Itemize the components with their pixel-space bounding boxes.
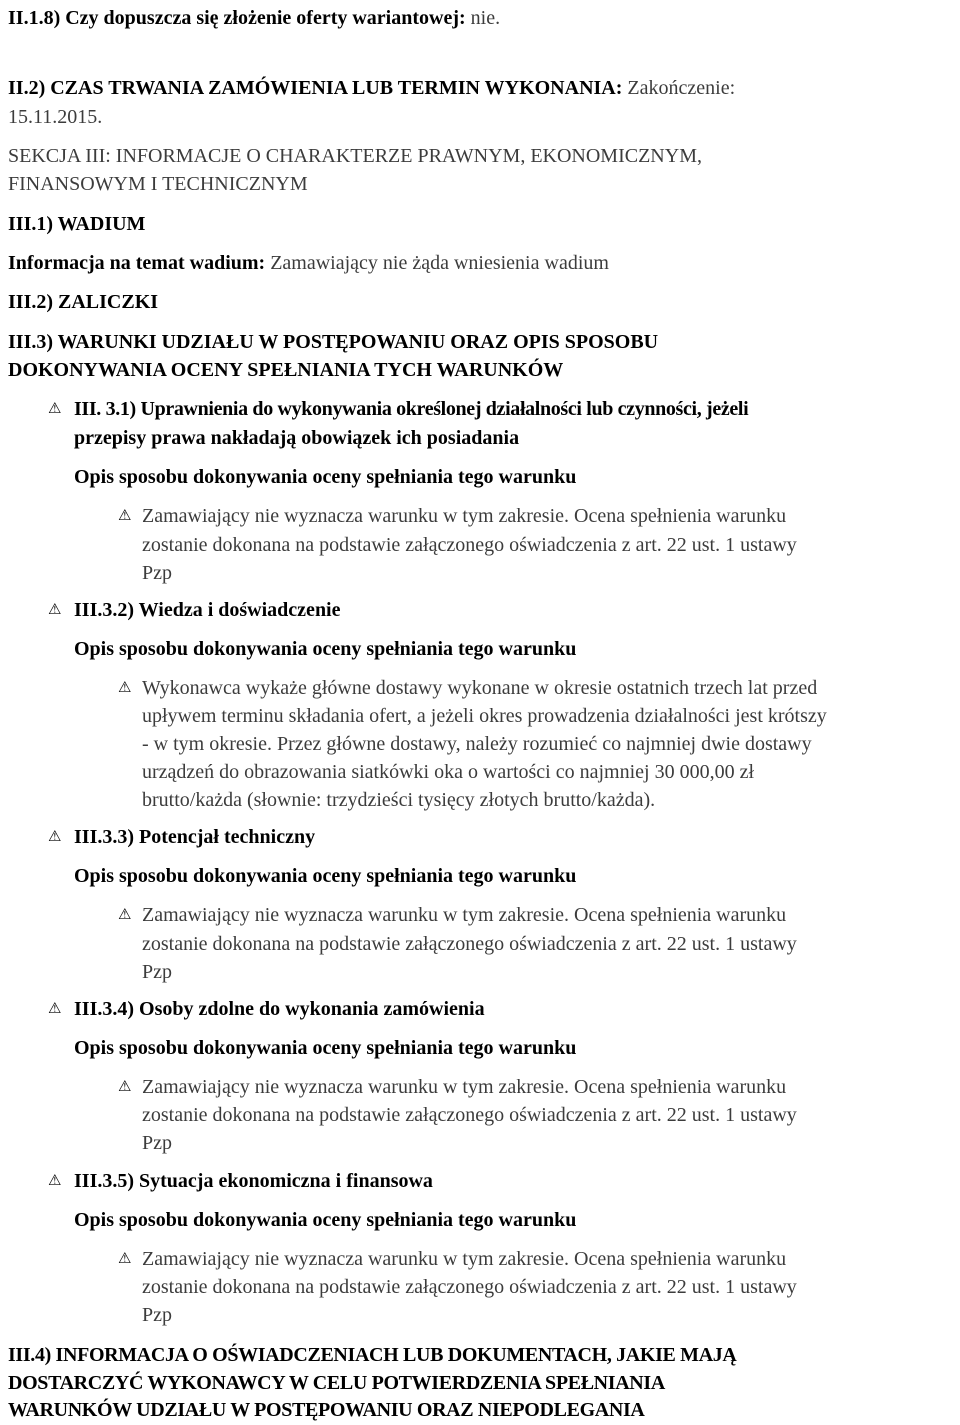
czas-line	[8, 78, 735, 98]
item4-title: III.3.4) Osoby zdolne do wykonania zamówienia	[74, 998, 485, 1020]
warning-icon: ⚠	[48, 600, 62, 618]
zaliczki-heading: III.2) ZALICZKI	[8, 291, 159, 313]
opis-label-5: Opis sposobu dokonywania oceny spełniania tego warunku	[74, 1209, 577, 1231]
item3-desc-2: zostanie dokonana na podstawie załączonego oświadczenia z art. 22 ust. 1 ustawy	[142, 933, 797, 955]
item5-title: III.3.5) Sytuacja ekonomiczna i finansowa	[74, 1170, 433, 1192]
item3-title: III.3.3) Potencjał techniczny	[74, 826, 316, 848]
item5-desc-1: Zamawiający nie wyznacza warunku w tym zakresie. Ocena spełnienia warunku	[142, 1248, 787, 1270]
item5-desc-3: Pzp	[142, 1304, 172, 1326]
wadium-heading: III.1) WADIUM	[8, 213, 146, 235]
wadium-label: Informacja na temat wadium:	[8, 252, 266, 274]
wadium-line	[8, 253, 609, 273]
item2-desc-5: brutto/każda (słownie: trzydzieści tysięcy złotych brutto/każda).	[142, 789, 656, 811]
oswiadczenia-heading-2: DOSTARCZYĆ WYKONAWCY W CELU POTWIERDZENIA SPEŁNIANIA	[8, 1372, 665, 1394]
item1-title-1: III. 3.1) Uprawnienia do wykonywania określonej działalności lub czynności, jeżeli	[74, 398, 749, 420]
item2-desc-4: urządzeń do obrazowania siatkówki oka o wartości co najmniej 30 000,00 zł	[142, 761, 755, 783]
item2-desc-3: - w tym okresie. Przez główne dostawy, należy rozumieć co najmniej dwie dostawy	[142, 733, 812, 755]
opis-label-2: Opis sposobu dokonywania oceny spełniania tego warunku	[74, 638, 577, 660]
czas-value-1: Zakończenie:	[622, 77, 736, 99]
item3-desc-1: Zamawiający nie wyznacza warunku w tym zakresie. Ocena spełnienia warunku	[142, 904, 787, 926]
wariant-value: nie.	[465, 7, 501, 29]
item1-desc-1: Zamawiający nie wyznacza warunku w tym zakresie. Ocena spełnienia warunku	[142, 505, 787, 527]
item2-desc-2: upływem terminu składania ofert, a jeżeli okres prowadzenia działalności jest krótszy	[142, 705, 827, 727]
item1-desc-3: Pzp	[142, 562, 172, 584]
warning-icon: ⚠	[48, 399, 62, 417]
item1-desc-2: zostanie dokonana na podstawie załączonego oświadczenia z art. 22 ust. 1 ustawy	[142, 534, 797, 556]
wariant-label: II.1.8) Czy dopuszcza się złożenie oferty wariantowej:	[8, 7, 466, 29]
sekcja3-line-1: SEKCJA III: INFORMACJE O CHARAKTERZE PRAWNYM, EKONOMICZNYM,	[8, 145, 702, 167]
item3-desc-3: Pzp	[142, 961, 172, 983]
item5-desc-2: zostanie dokonana na podstawie załączonego oświadczenia z art. 22 ust. 1 ustawy	[142, 1276, 797, 1298]
oswiadczenia-heading-3: WARUNKÓW UDZIAŁU W POSTĘPOWANIU ORAZ NIEPODLEGANIA	[8, 1399, 645, 1421]
wadium-value: Zamawiający nie żąda wniesienia wadium	[265, 252, 609, 274]
warunki-heading-2: DOKONYWANIA OCENY SPEŁNIANIA TYCH WARUNKÓW	[8, 359, 564, 381]
item4-desc-3: Pzp	[142, 1132, 172, 1154]
item4-desc-1: Zamawiający nie wyznacza warunku w tym zakresie. Ocena spełnienia warunku	[142, 1076, 787, 1098]
oswiadczenia-heading-1: III.4) INFORMACJA O OŚWIADCZENIACH LUB DOKUMENTACH, JAKIE MAJĄ	[8, 1344, 737, 1366]
warning-icon: ⚠	[118, 1077, 132, 1095]
warunki-heading-1: III.3) WARUNKI UDZIAŁU W POSTĘPOWANIU ORAZ OPIS SPOSOBU	[8, 331, 659, 353]
czas-value-2: 15.11.2015.	[8, 106, 103, 128]
czas-label: II.2) CZAS TRWANIA ZAMÓWIENIA LUB TERMIN WYKONANIA:	[8, 77, 623, 99]
warning-icon: ⚠	[48, 999, 62, 1017]
opis-label-3: Opis sposobu dokonywania oceny spełniania tego warunku	[74, 865, 577, 887]
wariant-line	[8, 8, 500, 28]
opis-label-1: Opis sposobu dokonywania oceny spełniania tego warunku	[74, 466, 577, 488]
opis-label-4: Opis sposobu dokonywania oceny spełniania tego warunku	[74, 1037, 577, 1059]
warning-icon: ⚠	[118, 506, 132, 524]
warning-icon: ⚠	[118, 905, 132, 923]
warning-icon: ⚠	[118, 1249, 132, 1267]
item4-desc-2: zostanie dokonana na podstawie załączonego oświadczenia z art. 22 ust. 1 ustawy	[142, 1104, 797, 1126]
warning-icon: ⚠	[118, 678, 132, 696]
warning-icon: ⚠	[48, 1171, 62, 1189]
item2-desc-1: Wykonawca wykaże główne dostawy wykonane w okresie ostatnich trzech lat przed	[142, 677, 818, 699]
warning-icon: ⚠	[48, 827, 62, 845]
sekcja3-line-2: FINANSOWYM I TECHNICZNYM	[8, 173, 308, 195]
item1-title-2: przepisy prawa nakładają obowiązek ich posiadania	[74, 427, 520, 449]
item2-title: III.3.2) Wiedza i doświadczenie	[74, 599, 341, 621]
